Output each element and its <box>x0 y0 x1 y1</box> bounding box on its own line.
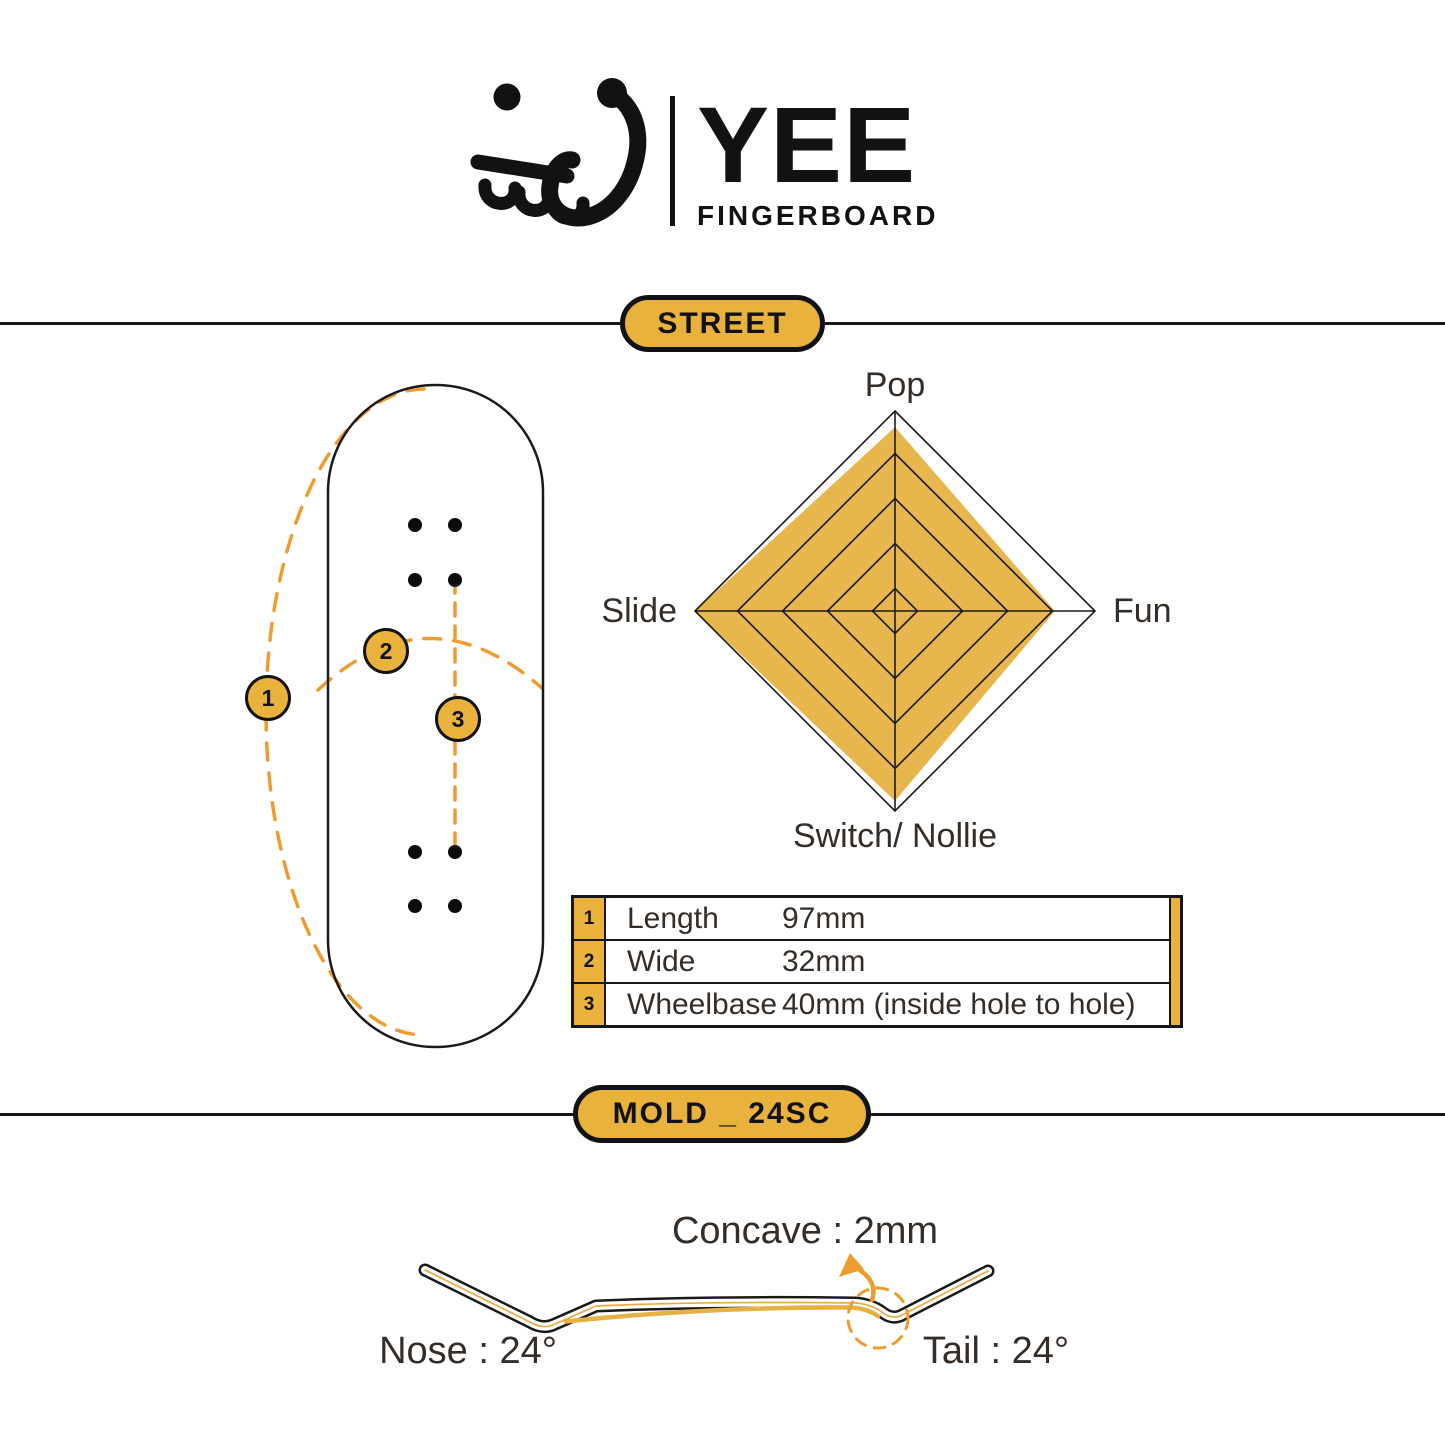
row-value: 40mm (inside hole to hole) <box>782 987 1136 1021</box>
concave-label: Concave : 2mm <box>671 1210 939 1252</box>
row-label: Wide <box>627 944 696 978</box>
table-row <box>574 984 1180 1025</box>
row-label: Length <box>627 901 719 935</box>
row-number: 2 <box>574 941 606 982</box>
radar-axis-pop: Pop <box>864 366 926 404</box>
spec-table <box>571 895 1183 1028</box>
radar-chart <box>670 386 1120 836</box>
brand-subtitle: FINGERBOARD <box>697 200 939 232</box>
street-badge: STREET <box>620 295 825 352</box>
marker-width: 2 <box>363 628 409 674</box>
deck-top-view <box>230 370 570 1070</box>
brand-logo-icon <box>460 70 660 240</box>
row-value: 97mm <box>782 901 866 935</box>
brand-name: YEE <box>697 84 917 205</box>
tail-label: Tail : 24° <box>922 1330 1070 1372</box>
radar-axis-switch-nollie: Switch/ Nollie <box>792 817 998 855</box>
concave-arrow-head <box>839 1253 864 1277</box>
row-label: Wheelbase <box>627 987 778 1021</box>
spec-table-accent-strip <box>1169 898 1180 1025</box>
radar-axis-fun: Fun <box>1113 592 1172 630</box>
brand-divider <box>670 96 675 226</box>
row-number: 1 <box>574 898 606 939</box>
table-row <box>574 941 1180 984</box>
row-value: 32mm <box>782 944 866 978</box>
nose-label: Nose : 24° <box>379 1330 557 1372</box>
marker-length: 1 <box>245 675 291 721</box>
row-number: 3 <box>574 984 606 1025</box>
mold-badge: MOLD _ 24SC <box>573 1085 871 1143</box>
radar-grid <box>695 411 1095 811</box>
radar-axis-slide: Slide <box>601 592 677 630</box>
table-row <box>574 898 1180 941</box>
brand-block <box>697 84 939 232</box>
marker-wheelbase: 3 <box>435 696 481 742</box>
